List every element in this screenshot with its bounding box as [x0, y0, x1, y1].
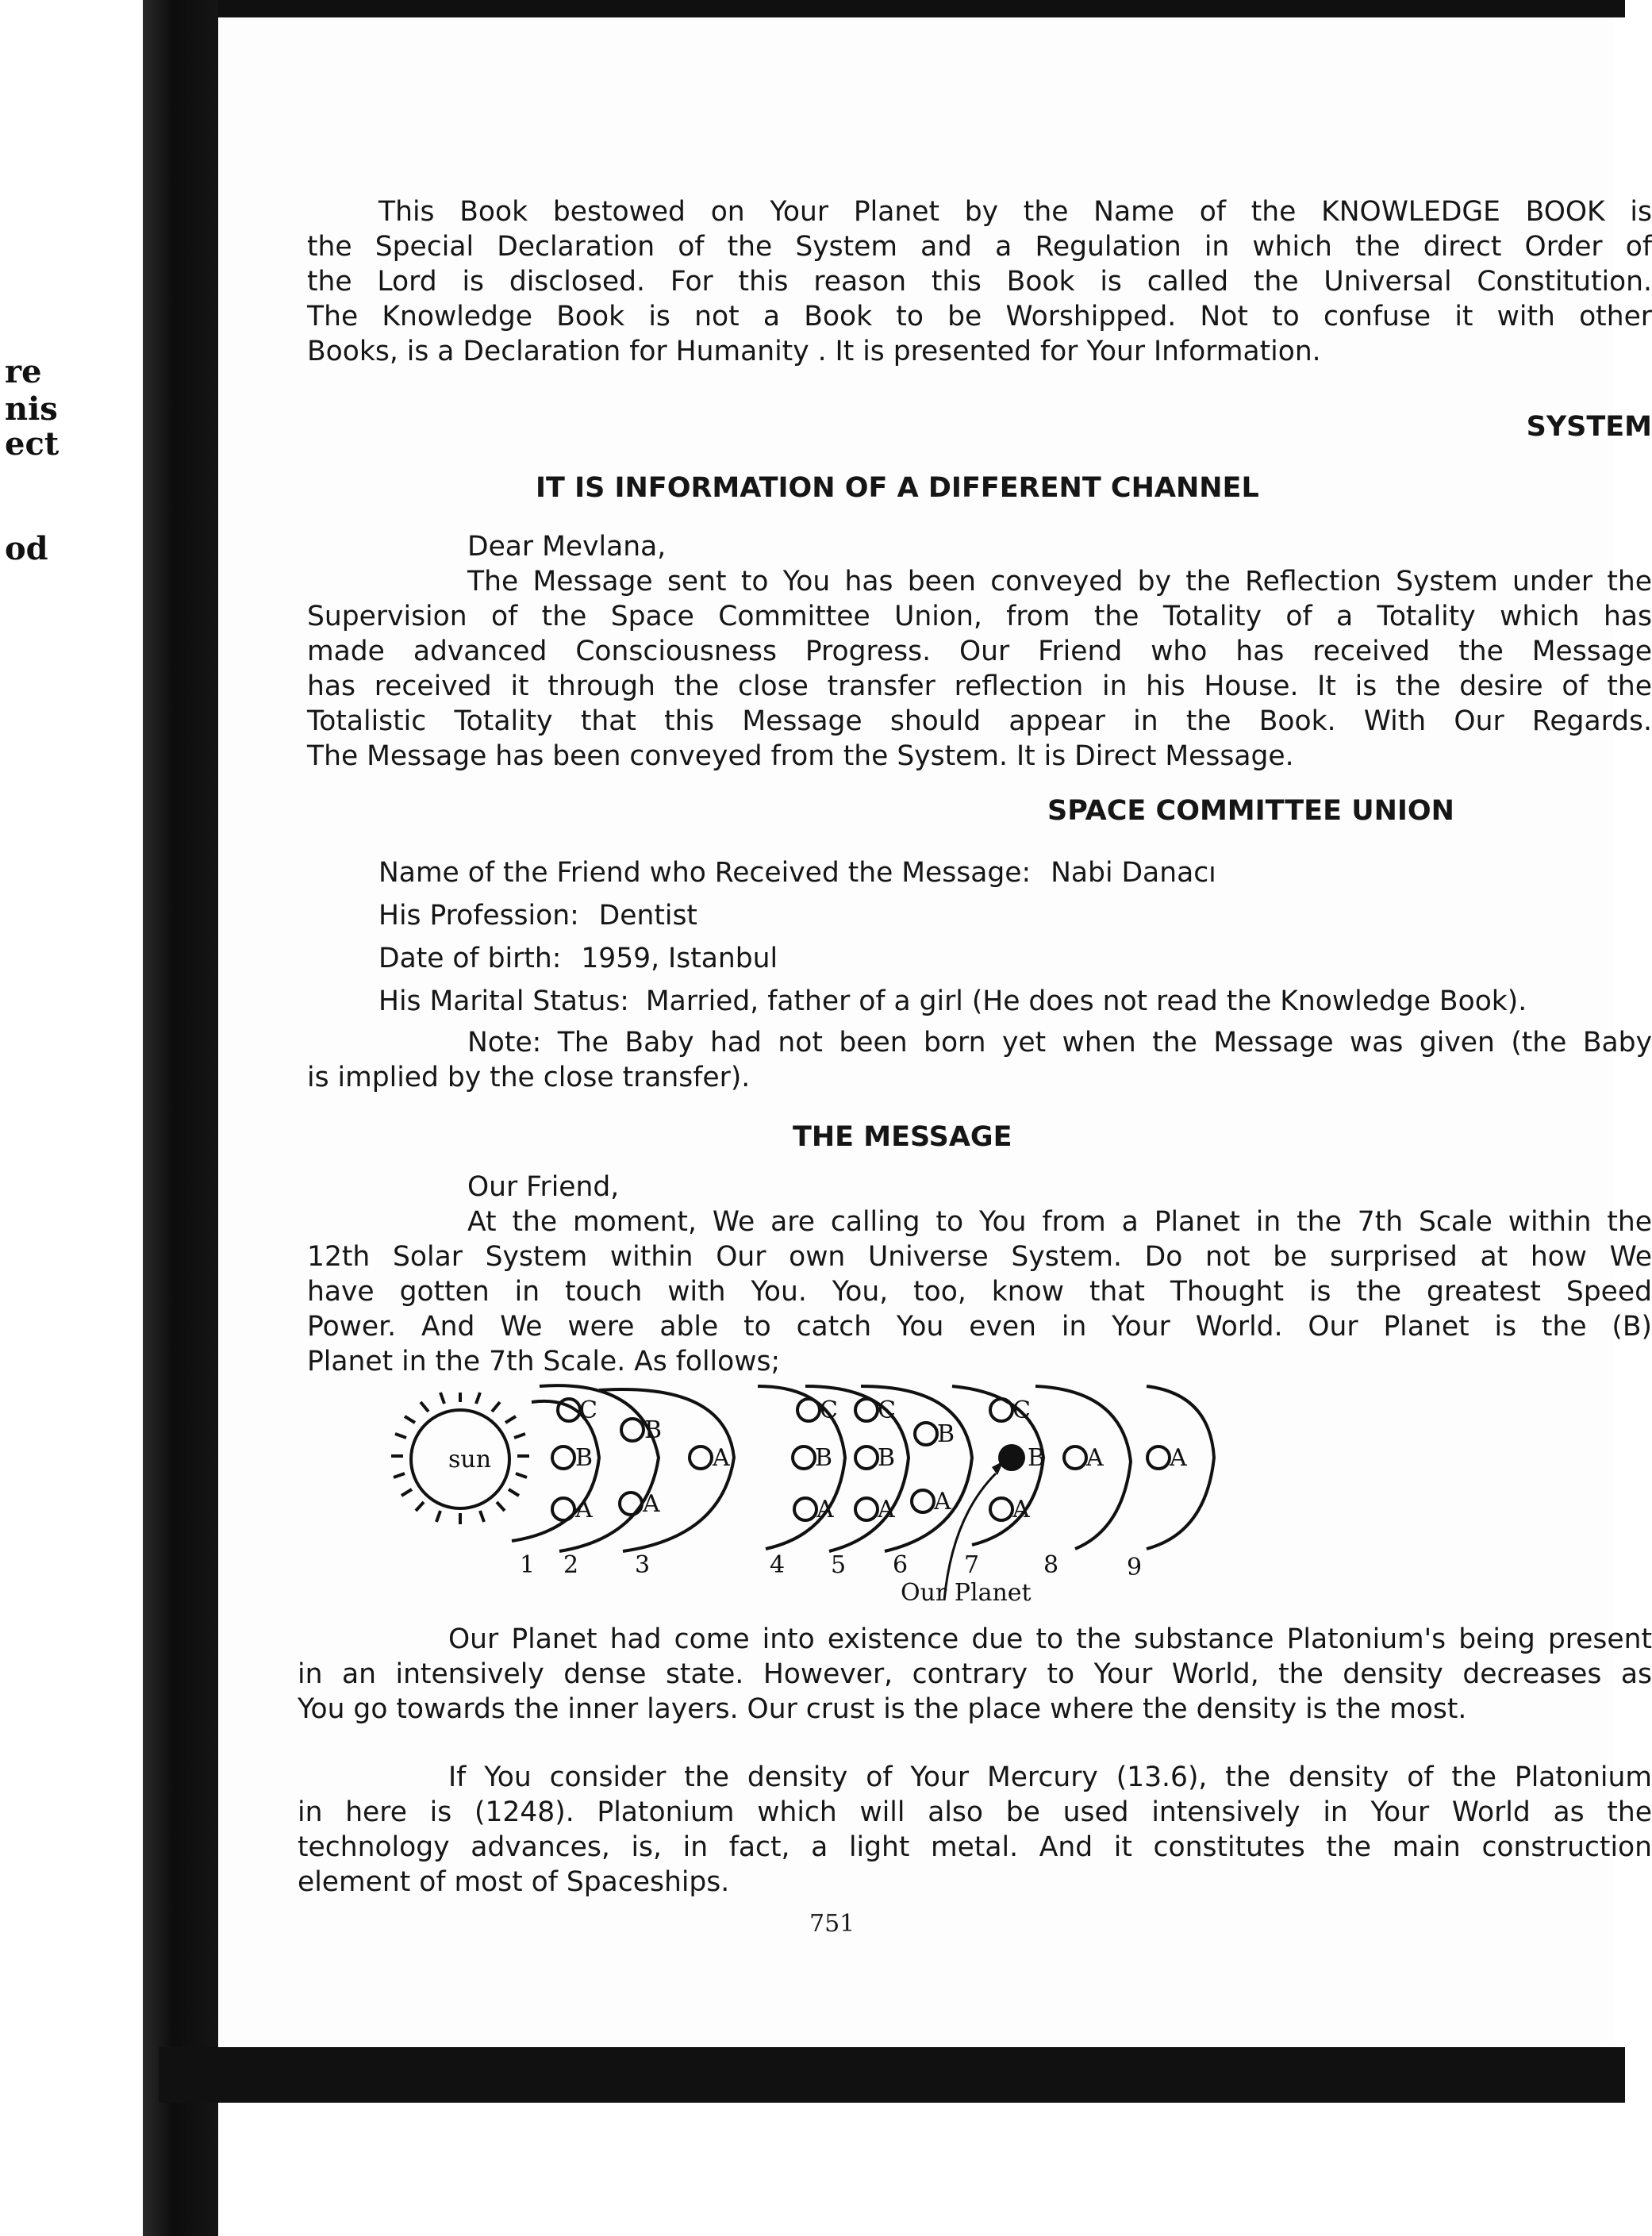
salutation: [307, 1170, 1652, 1204]
scale-number: 6: [893, 1551, 909, 1579]
text-line: is implied by the close transfer).: [307, 1062, 751, 1093]
our-planet-caption: Our Planet: [901, 1579, 1032, 1607]
page-bottom-edge: [159, 2047, 1625, 2103]
field-label: His Marital Status:: [378, 985, 629, 1017]
planet-letter: A: [713, 1444, 730, 1472]
planet-letter: B: [644, 1416, 663, 1444]
scale-number: 3: [635, 1551, 651, 1579]
text-line: Books, is a Declaration for Humanity . It is presented for Your Information.: [307, 336, 1321, 367]
page-number: 751: [809, 1910, 855, 1938]
planet-letter: B: [575, 1444, 594, 1472]
text-line: element of most of Spaceships.: [298, 1866, 730, 1898]
planet-letter: A: [643, 1490, 660, 1518]
text-line: Supervision of the Space Committee Union, from the Totality of a Totality which has: [307, 601, 1652, 632]
text-line: Power. And We were able to catch You even in Your World. Our Planet is the (B): [307, 1311, 1652, 1343]
text-line: Our Planet had come into existence due to the substance Platonium's being present: [448, 1623, 1652, 1655]
message-intro-paragraph: [307, 564, 1652, 774]
planet-circle: [793, 1446, 815, 1469]
text-line: The Knowledge Book is not a Book to be Worshipped. Not to confuse it with other: [307, 301, 1652, 332]
salutation-text: Dear Mevlana,: [467, 531, 667, 563]
salutation: [307, 529, 1652, 564]
book-spine-shadow: [143, 0, 218, 2236]
friend-birth-row: [378, 941, 778, 976]
planet-circle: [855, 1498, 878, 1520]
our-planet-marker: [998, 1444, 1025, 1471]
scale-number: 5: [831, 1551, 847, 1579]
document-page: [218, 17, 1652, 2047]
scale-number: 2: [563, 1551, 579, 1579]
solar-system-diagram: [361, 1370, 1567, 1624]
planet-letter: B: [815, 1444, 833, 1472]
text-line: 12th Solar System within Our own Universe System. Do not be surprised at how We: [307, 1241, 1652, 1273]
planet-circle: [620, 1493, 642, 1515]
planet-letter: C: [1012, 1397, 1031, 1424]
planet-circle: [912, 1490, 934, 1512]
planet-letter: C: [579, 1397, 597, 1424]
scale-number: 8: [1043, 1551, 1059, 1579]
text-line: If You consider the density of Your Mercury (13.6), the density of the Platonium: [448, 1762, 1652, 1793]
text-line: has received it through the close transfer reflection in his House. It is the desire of the: [307, 670, 1652, 702]
friend-name-row: [378, 855, 1216, 890]
field-label: His Profession:: [378, 900, 579, 932]
text-line: have gotten in touch with You. You, too, know that Thought is the greatest Speed: [307, 1276, 1652, 1308]
intro-paragraph: [307, 194, 1652, 369]
planet-letter: A: [878, 1496, 895, 1523]
text-line: The Message sent to You has been conveyed by the Reflection System under the: [467, 566, 1652, 597]
field-value: 1959, Istanbul: [581, 943, 778, 974]
margin-fragment: od: [5, 530, 48, 567]
field-label: Date of birth:: [378, 943, 562, 974]
planet-circle: [855, 1399, 878, 1421]
text-line: in here is (1248). Platonium which will also be used intensively in Your World as the: [298, 1796, 1652, 1828]
planet-circle: [990, 1498, 1012, 1520]
planet-letter: B: [937, 1420, 955, 1448]
text-line: At the moment, We are calling to You from a Planet in the 7th Scale within the: [467, 1206, 1652, 1238]
scale-number: 9: [1127, 1554, 1143, 1581]
text-line: in an intensively dense state. However, contrary to Your World, the density decreases as: [298, 1658, 1652, 1690]
signature-system: SYSTEM: [1526, 411, 1652, 443]
text-line: the Lord is disclosed. For this reason this Book is called the Universal Constitution.: [307, 266, 1652, 298]
field-value: Married, father of a girl (He does not read the Knowledge Book).: [645, 985, 1527, 1017]
planet-letter: A: [575, 1496, 593, 1523]
planet-circle: [990, 1399, 1012, 1421]
signature-space-committee: SPACE COMMITTEE UNION: [1047, 795, 1454, 827]
planet-circle: [552, 1498, 574, 1520]
pointer-arrowhead: [992, 1461, 1004, 1475]
scale-number: 7: [964, 1551, 980, 1579]
field-value: Dentist: [598, 900, 697, 932]
text-line: This Book bestowed on Your Planet by the Name of the KNOWLEDGE BOOK is: [378, 196, 1652, 228]
planet-circle: [1147, 1446, 1170, 1469]
planet-circle: [1064, 1446, 1086, 1469]
sun-label: sun: [448, 1446, 492, 1473]
margin-fragment: re: [5, 353, 42, 390]
platonium-paragraph-1: [298, 1622, 1652, 1727]
margin-fragment: nis: [5, 390, 58, 428]
planet-circle: [915, 1423, 937, 1445]
field-value: Nabi Danacı: [1051, 857, 1216, 889]
planet-letter: A: [816, 1496, 834, 1523]
text-line: Totalistic Totality that this Message should appear in the Book. With Our Regards.: [307, 705, 1652, 737]
planet-letter: A: [1170, 1444, 1187, 1472]
scale-number: 1: [520, 1551, 536, 1579]
salutation-text: Our Friend,: [467, 1171, 620, 1203]
field-label: Name of the Friend who Received the Message:: [378, 857, 1032, 889]
planet-letter: A: [934, 1488, 951, 1516]
planet-circle: [794, 1498, 816, 1520]
heading-different-channel: IT IS INFORMATION OF A DIFFERENT CHANNEL: [536, 472, 1259, 504]
planet-letter: A: [1086, 1444, 1104, 1472]
planet-circle: [855, 1446, 878, 1469]
text-line: You go towards the inner layers. Our crust is the place where the density is the most.: [298, 1693, 1467, 1725]
planet-circle: [621, 1419, 644, 1441]
heading-the-message: THE MESSAGE: [793, 1121, 1012, 1153]
planet-letter: C: [878, 1397, 896, 1424]
text-line: technology advances, is, in fact, a light metal. And it constitutes the main construction: [298, 1831, 1652, 1863]
message-body-paragraph: [307, 1204, 1652, 1379]
scale-number: 4: [770, 1551, 786, 1579]
scan-top-edge: [0, 0, 1625, 17]
planet-circle: [552, 1446, 574, 1469]
note-paragraph: [307, 1025, 1652, 1095]
planet-letter: C: [820, 1397, 838, 1424]
planet-circle: [690, 1446, 712, 1469]
planet-letter: B: [878, 1444, 896, 1472]
text-line: Note: The Baby had not been born yet when the Message was given (the Baby: [467, 1027, 1652, 1058]
text-line: the Special Declaration of the System and a Regulation in which the direct Order of: [307, 231, 1652, 263]
planet-letter: B: [1028, 1444, 1046, 1472]
facing-page-margin: [0, 0, 144, 2236]
friend-profession-row: [378, 898, 697, 933]
scale-arc-8: [1035, 1386, 1131, 1549]
planet-circle: [797, 1399, 820, 1421]
platonium-paragraph-2: [298, 1760, 1652, 1900]
text-line: The Message has been conveyed from the System. It is Direct Message.: [307, 740, 1294, 772]
planet-letter: A: [1012, 1496, 1030, 1523]
friend-marital-row: [378, 984, 1527, 1019]
text-line: Planet in the 7th Scale. As follows;: [307, 1346, 781, 1377]
text-line: made advanced Consciousness Progress. Our Friend who has received the Message: [307, 636, 1652, 667]
margin-fragment: ect: [5, 425, 60, 463]
